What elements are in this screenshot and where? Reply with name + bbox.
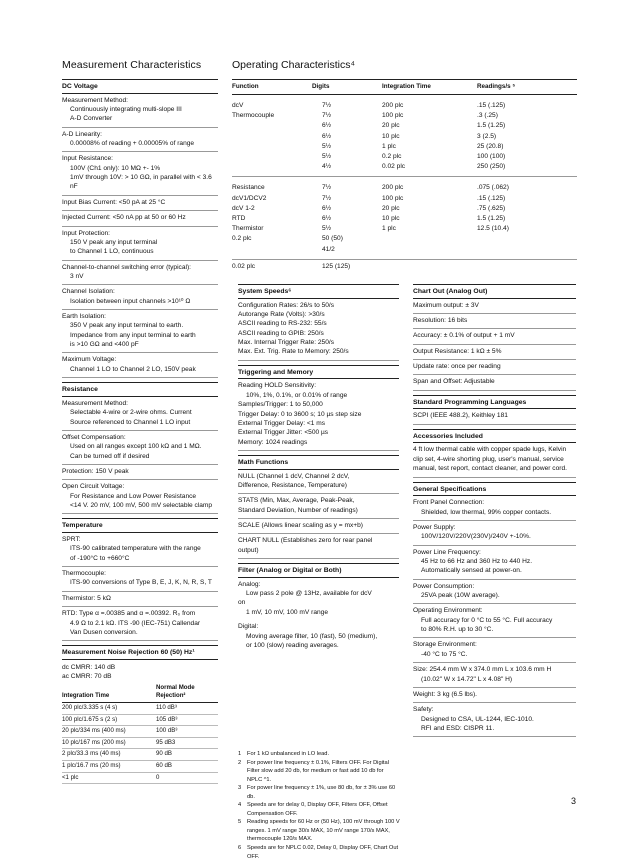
op-cell xyxy=(312,94,382,177)
op-value: dcV 1-2 xyxy=(232,204,255,212)
noise-row xyxy=(62,761,218,773)
spec-block xyxy=(62,227,218,261)
general-specs-list xyxy=(413,496,576,737)
spec-line: Input Bias Current: <50 pA at 25 °C xyxy=(62,198,166,206)
spec-block xyxy=(62,567,218,592)
speed-line: Configuration Rates: 26/s to 50/s xyxy=(238,301,335,309)
speed-line: Max. Internal Trigger Rate: 250/s xyxy=(238,339,335,347)
spec-line: Storage Environment: xyxy=(413,641,477,649)
footnote-number: 2 xyxy=(238,759,242,766)
footnote-number: 6 xyxy=(238,845,242,852)
op-value: .15 (.125) xyxy=(477,194,506,202)
footnote xyxy=(238,784,400,801)
spec-line: Impedance from any input terminal to earth xyxy=(70,331,196,339)
footnote-text: Reading speeds for 60 Hz or (50 Hz), 100 mV through 100 V ranges. 1 mV range 30/s MAX, 10 mV range 170/s MAX, thermocouple 120/s MAX. xyxy=(247,819,400,843)
spec-block xyxy=(413,663,576,688)
spec-line: Full accuracy for 0 °C to 55 °C. Full accuracy xyxy=(421,616,553,624)
spec-line: Maximum Voltage: xyxy=(62,356,117,364)
dc-cmrr: dc CMRR: 140 dB xyxy=(62,663,116,671)
system-speeds-heading: System Speeds⁶ xyxy=(238,284,399,299)
resistance-section xyxy=(62,397,218,515)
spec-block xyxy=(62,94,218,128)
op-value: 5½ xyxy=(322,142,332,150)
chart-out-line: Maximum output: ± 3V xyxy=(413,299,576,314)
footnote-number: 5 xyxy=(238,819,242,826)
spec-line: 0.00008% of reading + 0.00005% of range xyxy=(70,139,195,147)
math-block xyxy=(238,519,399,534)
spec-line: to 80% R.H. up to 30 °C. xyxy=(421,626,494,634)
spec-line: Power Consumption: xyxy=(413,582,475,590)
op-value: dcV xyxy=(232,101,244,109)
spec-block xyxy=(62,310,218,353)
spec-line: Weight: 3 kg (6.5 lbs). xyxy=(413,690,478,698)
footnote-text: For 1 kΩ unbalanced in LO lead. xyxy=(247,751,330,757)
noise-time: <1 plc xyxy=(62,772,156,784)
footnote-number: 4 xyxy=(238,802,242,809)
spec-block xyxy=(62,353,218,378)
noise-time: 1 plc/16.7 ms (20 ms) xyxy=(62,761,156,773)
spec-line: -40 °C to 75 °C. xyxy=(421,650,468,658)
op-value: Thermistor xyxy=(232,225,264,233)
spec-line: 100V/120V/220V(230V)/240V +-10%. xyxy=(421,533,531,541)
spec-block xyxy=(62,592,218,607)
math-line: Difference, Resistance, Temperature) xyxy=(238,481,347,489)
spec-line: 100V (Ch1 only): 10 MΩ +- 1% xyxy=(70,164,161,172)
spec-line: Safety: xyxy=(413,706,434,714)
spec-line: Channel 1 LO to Channel 2 LO, 150V peak xyxy=(70,365,196,373)
spec-line: Thermistor: 5 kΩ xyxy=(62,594,111,602)
filter-list xyxy=(238,578,399,654)
accessories-heading: Accessories Included xyxy=(413,429,576,444)
spec-block xyxy=(413,703,576,737)
op-col-function: Function xyxy=(232,79,312,94)
spec-line: Earth Isolation: xyxy=(62,313,106,321)
op-value: 1 plc xyxy=(382,142,396,150)
op-value: 3 (2.5) xyxy=(477,132,497,140)
spec-line: RFI and ESD: CISPR 11. xyxy=(421,724,495,732)
op-value: 20 plc xyxy=(382,122,400,130)
filter-block xyxy=(238,620,399,653)
spec-line: Offset Compensation: xyxy=(62,433,126,441)
spec-line: Operating Environment: xyxy=(413,607,483,615)
general-column xyxy=(413,284,576,737)
op-group-fast xyxy=(232,259,577,276)
op-value: 100 (100) xyxy=(477,152,506,160)
spec-line: Input Protection: xyxy=(62,229,111,237)
math-block xyxy=(238,470,399,495)
op-group-dcv xyxy=(232,94,577,177)
spec-block xyxy=(62,533,218,567)
spec-line: ITS-90 calibrated temperature with the range xyxy=(70,545,201,553)
temperature-section xyxy=(62,533,218,641)
op-cell xyxy=(382,177,477,260)
spec-block xyxy=(62,152,218,195)
op-value: 12.5 (10.4) xyxy=(477,225,509,233)
math-list xyxy=(238,470,399,560)
footnote xyxy=(238,818,400,844)
chart-out-line: Span and Offset: Adjustable xyxy=(413,375,576,390)
noise-rejection: 90 dB xyxy=(156,749,218,761)
chart-out-list xyxy=(413,299,576,391)
noise-rejection: 105 dB³ xyxy=(156,714,218,726)
footnote-text: For power line frequency ± 1%, use 80 db, for ± 3% use 60 db. xyxy=(247,785,396,800)
op-value: Resistance xyxy=(232,184,265,192)
op-value: 6½ xyxy=(322,204,332,212)
spec-block xyxy=(62,397,218,431)
op-value: 6½ xyxy=(322,215,332,223)
page-number: 3 xyxy=(570,796,576,806)
spec-line: 45 Hz to 66 Hz and 360 Hz to 440 Hz. xyxy=(421,557,533,565)
op-value: 10 plc xyxy=(382,132,400,140)
trigger-line: External Trigger Jitter: <500 µs xyxy=(238,429,329,437)
op-value: 6½ xyxy=(322,122,332,130)
op-value: 5½ xyxy=(322,152,332,160)
spec-line: of -190°C to +660°C xyxy=(70,554,130,562)
noise-row xyxy=(62,714,218,726)
filter-line: on xyxy=(238,599,246,607)
spec-block xyxy=(62,465,218,480)
spec-block xyxy=(62,261,218,286)
spec-line: A-D Converter xyxy=(70,115,113,123)
noise-time: 20 plc/334 ms (400 ms) xyxy=(62,726,156,738)
noise-time: 100 plc/1.675 s (2 s) xyxy=(62,714,156,726)
op-value: 100 plc xyxy=(382,194,404,202)
measurement-title: Measurement Characteristics xyxy=(62,59,202,71)
spec-line: Continuously integrating multi-slope III xyxy=(70,105,182,113)
spec-line: RTD: Type α =.00385 and α =.00392. R₀ from xyxy=(62,610,196,618)
op-value: 0.2 plc xyxy=(382,152,402,160)
spec-line: 3 nV xyxy=(70,272,84,280)
spec-line: Van Dusen conversion. xyxy=(70,628,138,636)
op-value: 4½ xyxy=(322,163,332,171)
spec-line: Automatically sensed at power-on. xyxy=(421,567,522,575)
spec-line: Channel-to-channel switching error (typical): xyxy=(62,263,191,271)
noise-row xyxy=(62,772,218,784)
footnote xyxy=(238,801,400,818)
chart-out-line: Resolution: 16 bits xyxy=(413,314,576,329)
spec-line: 25VA peak (10W average). xyxy=(421,592,500,600)
op-value: RTD xyxy=(232,215,246,223)
trigger-line: Samples/Trigger: 1 to 50,000 xyxy=(238,401,323,409)
trigger-line: 10%, 1%, 0.1%, or 0.01% of range xyxy=(246,391,348,399)
noise-col-rejection: Normal Mode Rejection² xyxy=(156,684,218,703)
op-value: 7½ xyxy=(322,184,332,192)
op-cell xyxy=(232,177,312,260)
filter-line: 1 mV, 10 mV, 100 mV range xyxy=(246,608,328,616)
chart-out-heading: Chart Out (Analog Out) xyxy=(413,284,576,299)
footnotes xyxy=(238,750,400,861)
footnote-text: For power line frequency ± 0.1%, Filters OFF. For Digital Filter slow add 20 db, for medium or fast add 10 db for NPLC ^1. xyxy=(247,759,389,783)
spec-line: 1mV through 10V: > 10 GΩ, in parallel with < 3.6 nF xyxy=(70,174,212,191)
op-value: 200 plc xyxy=(382,101,404,109)
spec-line: Shielded, low thermal, 99% copper contacts. xyxy=(421,508,552,516)
spec-block xyxy=(413,638,576,663)
spec-block xyxy=(413,546,576,580)
dc-voltage-heading: DC Voltage xyxy=(62,79,218,94)
footnote xyxy=(238,844,400,861)
spec-line: Power Supply: xyxy=(413,523,456,531)
op-group-resistance xyxy=(232,177,577,260)
resistance-heading: Resistance xyxy=(62,382,218,397)
op-value: 10 plc xyxy=(382,215,400,223)
filter-block xyxy=(238,578,399,620)
noise-rejection: 0 xyxy=(156,772,218,784)
op-value: 100 plc xyxy=(382,112,404,120)
accessories-text: 4 ft low thermal cable with copper spade lugs, Kelvin clip set, 4-wire shorting plug, user's manual, service manual, test report, contact cleaner, and power cord. xyxy=(413,443,576,477)
noise-time: 200 plc/3.335 s (4 s) xyxy=(62,702,156,714)
noise-time: 10 plc/167 ms (200 ms) xyxy=(62,737,156,749)
speed-line: ASCII reading to RS-232: 55/s xyxy=(238,320,327,328)
spec-line: Measurement Method: xyxy=(62,96,128,104)
spec-line: Channel Isolation: xyxy=(62,288,115,296)
math-line: NULL (Channel 1 dcV, Channel 2 dcV, xyxy=(238,472,350,480)
spec-block xyxy=(62,285,218,310)
spec-line: Power Line Frequency: xyxy=(413,548,481,556)
spec-block xyxy=(413,604,576,638)
spec-block xyxy=(62,196,218,211)
op-col-readings: Readings/s ⁵ xyxy=(477,79,577,94)
filter-line: Analog: xyxy=(238,580,261,588)
operating-section xyxy=(232,58,577,276)
footnote-number: 1 xyxy=(238,751,242,757)
filter-line: Moving average filter, 10 (fast), 50 (medium), xyxy=(246,632,378,640)
dc-voltage-section xyxy=(62,94,218,379)
noise-rejection: 110 dB³ xyxy=(156,702,218,714)
spec-line: SPRT: xyxy=(62,536,81,544)
op-value: 5½ xyxy=(322,225,332,233)
spec-block xyxy=(62,480,218,514)
footnote xyxy=(238,759,400,785)
general-specs-heading: General Specifications xyxy=(413,482,576,497)
spec-block xyxy=(413,521,576,546)
system-column xyxy=(238,284,399,653)
op-value: dcV1/DCV2 xyxy=(232,194,267,202)
spec-line: Can be turned off if desired xyxy=(70,452,150,460)
noise-col-time: Integration Time xyxy=(62,684,156,703)
op-value: 41/2 xyxy=(322,245,335,253)
spec-line: Measurement Method: xyxy=(62,399,128,407)
math-line: SCALE (Allows linear scaling as y = mx+b) xyxy=(238,522,363,530)
math-line: output) xyxy=(238,546,259,554)
speed-line: Max. Ext. Trig. Rate to Memory: 250/s xyxy=(238,348,349,356)
spec-line: 150 V peak any input terminal xyxy=(70,238,158,246)
noise-table xyxy=(62,684,218,785)
spec-line: Isolation between input channels >10¹⁰ Ω xyxy=(70,297,191,305)
math-heading: Math Functions xyxy=(238,455,399,470)
ac-cmrr: ac CMRR: 70 dB xyxy=(62,673,112,681)
languages-heading: Standard Programming Languages xyxy=(413,395,576,410)
languages-text: SCPI (IEEE 488.2), Keithley 181 xyxy=(413,409,576,424)
op-cell: 0.02 plc xyxy=(232,259,312,276)
op-value: 50 (50) xyxy=(322,235,343,243)
noise-row xyxy=(62,749,218,761)
op-value: 1.5 (1.25) xyxy=(477,215,506,223)
op-cell xyxy=(477,177,577,260)
math-block xyxy=(238,534,399,559)
op-value: .3 (.25) xyxy=(477,112,498,120)
noise-row xyxy=(62,726,218,738)
math-line: CHART NULL (Establishes zero for rear panel xyxy=(238,537,373,545)
noise-time: 2 plc/33.3 ms (40 ms) xyxy=(62,749,156,761)
operating-table xyxy=(232,79,577,276)
spec-block xyxy=(62,431,218,465)
footnote-text: Speeds are for delay 0, Display OFF, Filters OFF, Offset Compensation OFF. xyxy=(247,802,388,817)
operating-title: Operating Characteristics⁴ xyxy=(232,59,355,71)
op-value: .75 (.625) xyxy=(477,204,506,212)
spec-line: Size: 254.4 mm W x 374.0 mm L x 103.6 mm H xyxy=(413,666,552,674)
spec-line: Open Circuit Voltage: xyxy=(62,483,125,491)
footnote-number: 3 xyxy=(238,785,242,792)
spec-line: <14 V. 20 mV, 100 mV, 500 mV selectable clamp xyxy=(70,502,213,510)
spec-block xyxy=(413,580,576,605)
op-value: 25 (20.8) xyxy=(477,142,504,150)
spec-block xyxy=(62,211,218,226)
op-value: 7½ xyxy=(322,194,332,202)
spec-line: is >10 GΩ and <400 pF xyxy=(70,341,139,349)
op-value: 1 plc xyxy=(382,225,396,233)
spec-line: Front Panel Connection: xyxy=(413,499,485,507)
spec-line: Designed to CSA, UL-1244, IEC-1010. xyxy=(421,715,534,723)
spec-line: Input Resistance: xyxy=(62,155,113,163)
op-value: 0.2 plc xyxy=(232,235,252,243)
math-line: STATS (Min, Max, Average, Peak-Peak, xyxy=(238,497,355,505)
noise-row xyxy=(62,702,218,714)
triggering-heading: Triggering and Memory xyxy=(238,365,399,380)
measurement-column xyxy=(62,58,218,784)
chart-out-line: Output Resistance: 1 kΩ ± 5% xyxy=(413,345,576,360)
spec-line: Protection: 150 V peak xyxy=(62,467,129,475)
spec-block xyxy=(62,607,218,641)
op-value: .15 (.125) xyxy=(477,101,506,109)
op-value: 0.02 plc xyxy=(382,163,406,171)
trigger-line: Trigger Delay: 0 to 3600 s; 10 µs step size xyxy=(238,410,362,418)
spec-line: 4.9 Ω to 2.1 kΩ. ITS -90 (IEC-751) Callendar xyxy=(70,619,201,627)
op-value: 20 plc xyxy=(382,204,400,212)
op-value: 6½ xyxy=(322,132,332,140)
filter-line: Digital: xyxy=(238,623,259,631)
op-cell xyxy=(232,94,312,177)
spec-line: ITS-90 conversions of Type B, E, J, K, N, R, S, T xyxy=(70,579,212,587)
filter-line: Low pass 2 pole @ 13Hz, available for dcV xyxy=(246,590,372,598)
system-speeds-list xyxy=(238,299,399,361)
op-value: 250 (250) xyxy=(477,163,506,171)
op-cell xyxy=(477,94,577,177)
spec-block xyxy=(62,128,218,153)
spec-block xyxy=(413,496,576,521)
op-value: 7½ xyxy=(322,101,332,109)
filter-line: or 100 (slow) reading averages. xyxy=(246,641,339,649)
spec-line: (10.02" W x 14.72" L x 4.08" H) xyxy=(421,675,513,683)
spec-line: Selectable 4-wire or 2-wire ohms. Current xyxy=(70,409,192,417)
op-value: 1.5 (1.25) xyxy=(477,122,506,130)
trigger-line: Reading HOLD Sensitivity: xyxy=(238,382,317,390)
spec-line: Used on all ranges except 100 kΩ and 1 MΩ. xyxy=(70,443,202,451)
op-cell xyxy=(382,94,477,177)
spec-line: Thermocouple: xyxy=(62,570,106,578)
footnote xyxy=(238,750,400,759)
chart-out-line: Accuracy: ± 0.1% of output + 1 mV xyxy=(413,329,576,344)
spec-line: to Channel 1 LO, continuous xyxy=(70,248,154,256)
noise-rejection: 95 dB3 xyxy=(156,737,218,749)
noise-rejection: 60 dB xyxy=(156,761,218,773)
footnote-text: Speeds are for NPLC 0.02, Delay 0, Display OFF, Chart Out OFF. xyxy=(247,845,399,860)
speed-line: Autorange Rate (Volts): >30/s xyxy=(238,311,325,318)
op-value: 7½ xyxy=(322,112,332,120)
trigger-line: External Trigger Delay: <1 ms xyxy=(238,419,326,427)
spec-block xyxy=(413,688,576,703)
trigger-line: Memory: 1024 readings xyxy=(238,438,308,446)
op-cell: 125 (125) xyxy=(312,259,382,276)
noise-rejection: 100 dB³ xyxy=(156,726,218,738)
op-col-time: Integration Time xyxy=(382,79,477,94)
op-col-digits: Digits xyxy=(312,79,382,94)
noise-heading: Measurement Noise Rejection 60 (50) Hz¹ xyxy=(62,645,218,660)
spec-line: Source referenced to Channel 1 LO input xyxy=(70,418,191,426)
triggering-list xyxy=(238,379,399,451)
filter-heading: Filter (Analog or Digital or Both) xyxy=(238,563,399,578)
speed-line: ASCII reading to GPIB: 250/s xyxy=(238,329,324,337)
spec-line: A-D Linearity: xyxy=(62,130,102,138)
spec-line: Injected Current: <50 nA pp at 50 or 60 Hz xyxy=(62,214,186,222)
noise-row xyxy=(62,737,218,749)
op-value: 200 plc xyxy=(382,184,404,192)
spec-line: For Resistance and Low Power Resistance xyxy=(70,492,197,500)
temperature-heading: Temperature xyxy=(62,518,218,533)
op-cell xyxy=(312,177,382,260)
math-block xyxy=(238,494,399,519)
chart-out-line: Update rate: once per reading xyxy=(413,360,576,375)
op-value: Thermocouple xyxy=(232,112,275,120)
math-line: Standard Deviation, Number of readings) xyxy=(238,506,358,514)
spec-line: 350 V peak any input terminal to earth. xyxy=(70,322,184,330)
op-value: .075 (.062) xyxy=(477,184,509,192)
